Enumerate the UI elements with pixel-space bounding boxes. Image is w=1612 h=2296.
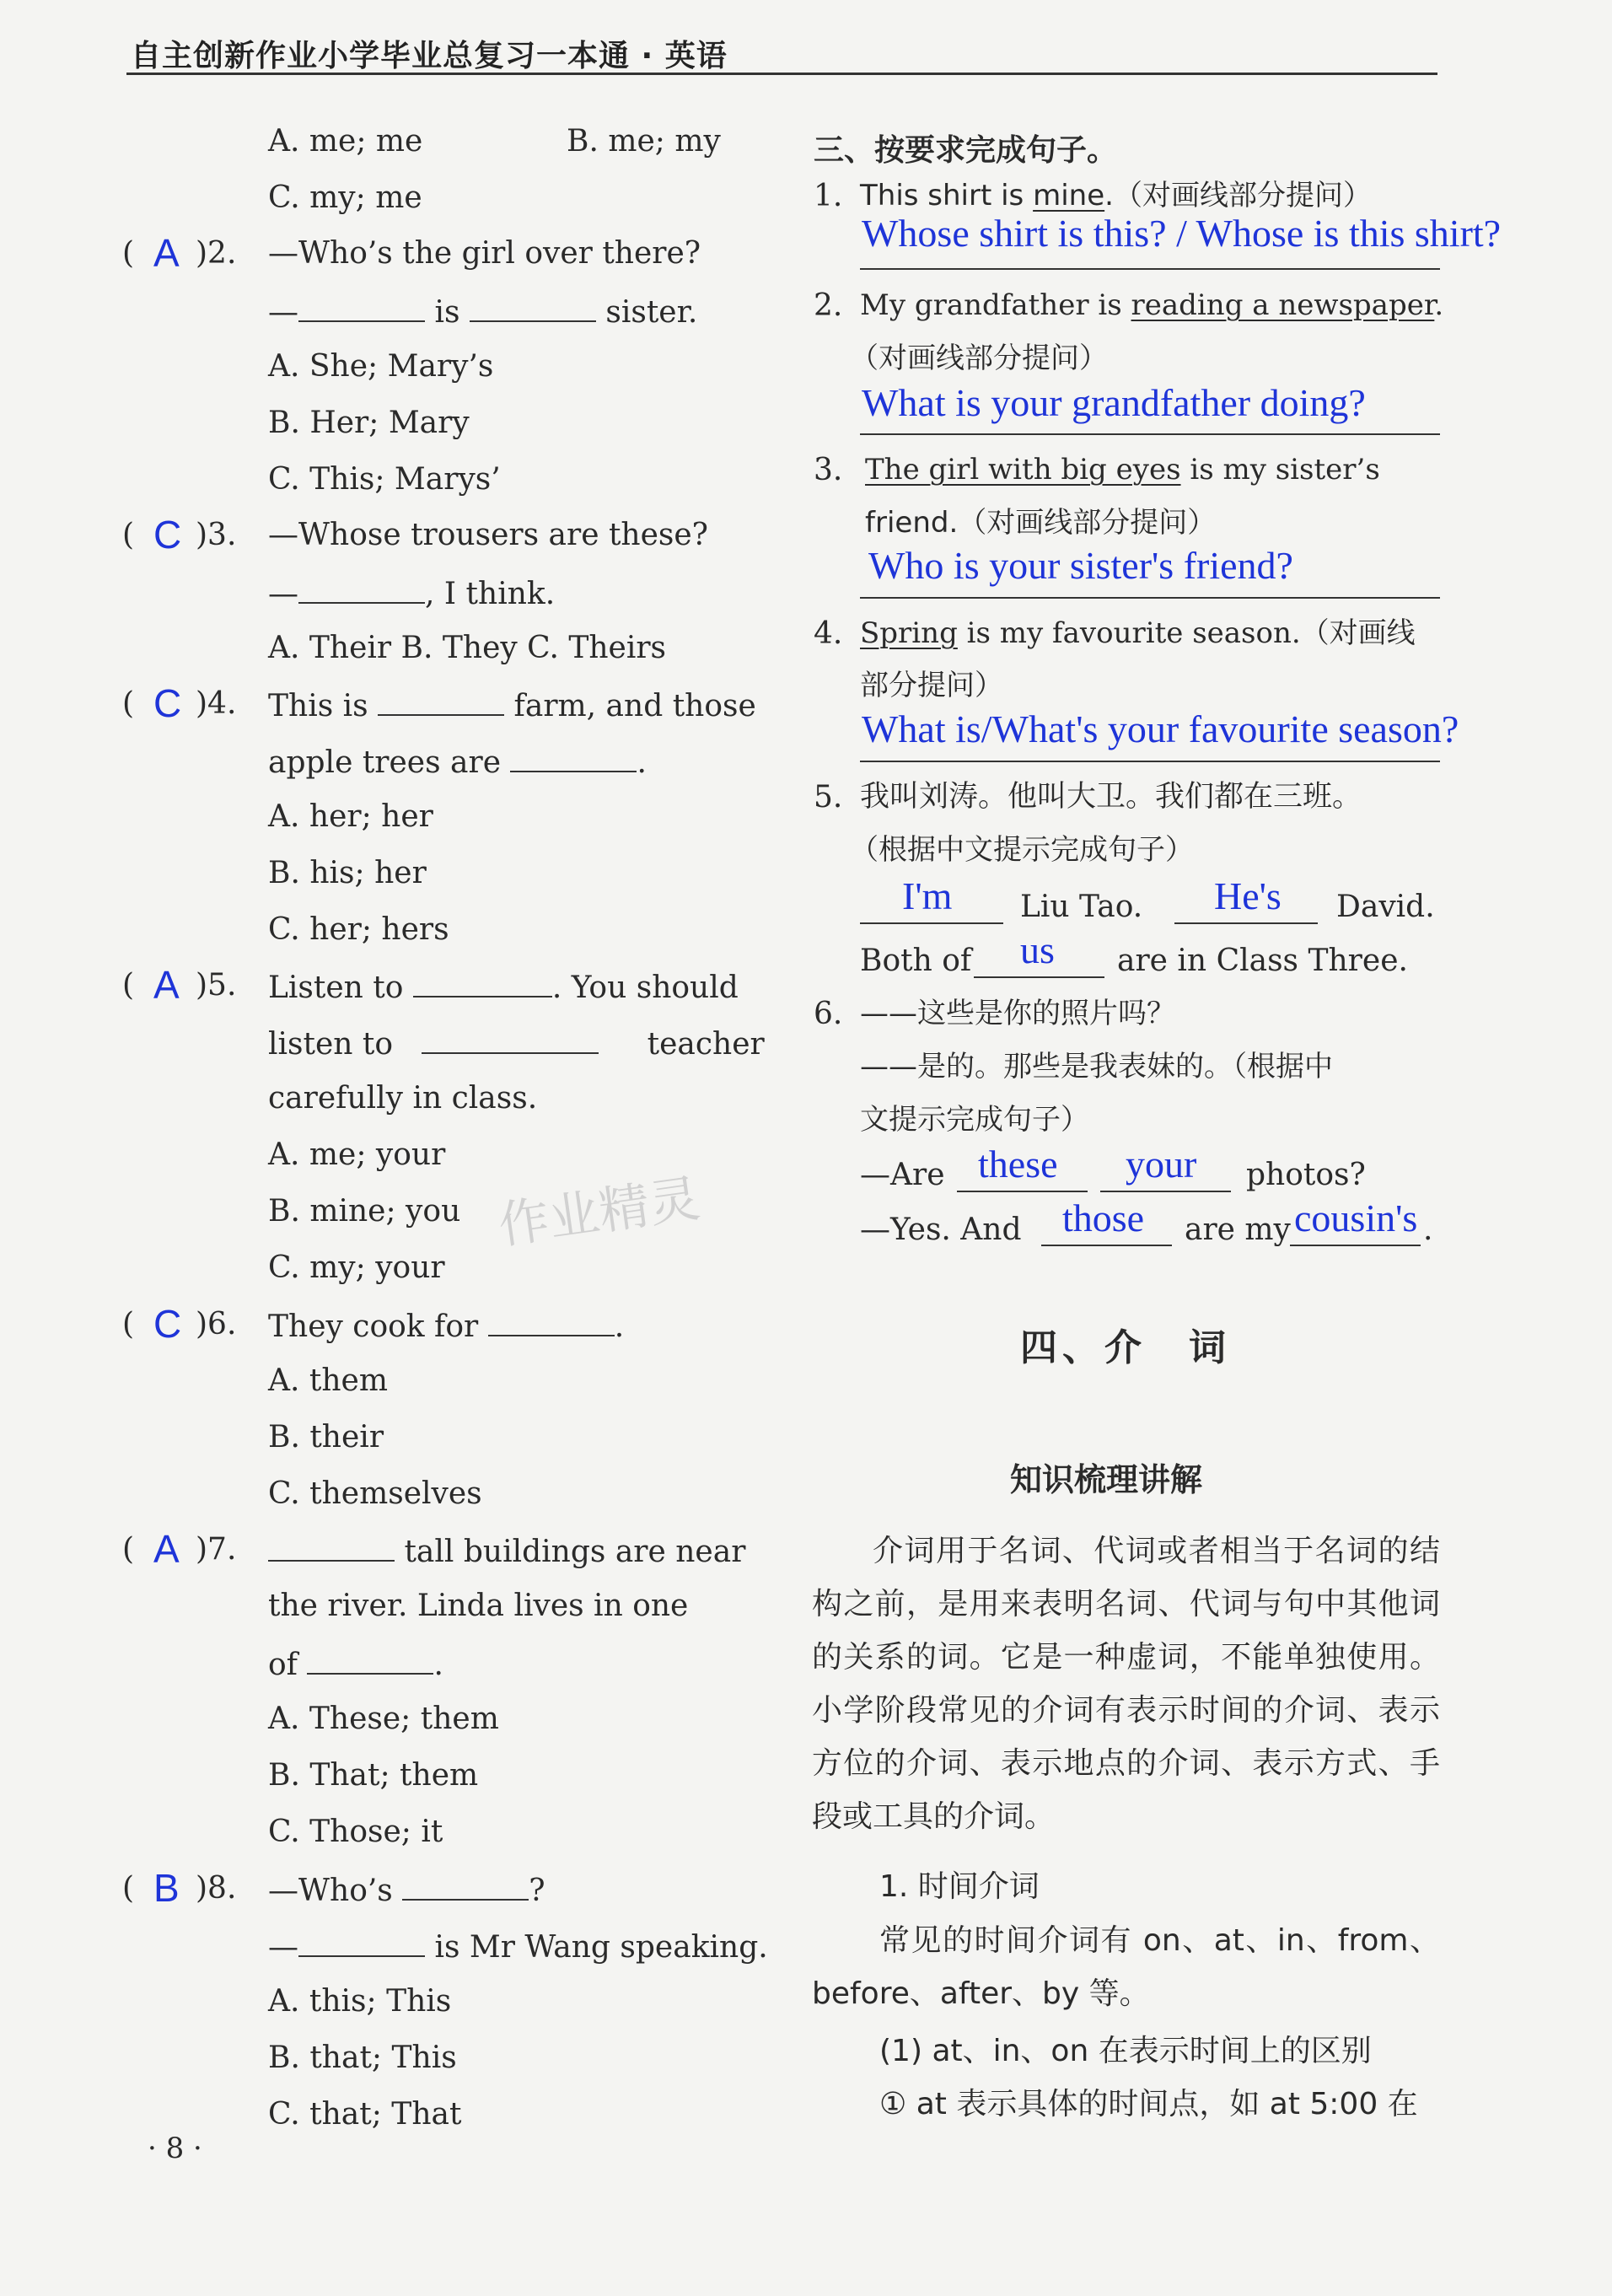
blank[interactable] — [307, 1648, 433, 1675]
s6-line1: ——这些是你的照片吗？ — [860, 997, 1175, 1030]
subsection-title: 知识梳理讲解 — [1010, 1461, 1203, 1498]
q4-option-c: C. her; hers — [268, 912, 449, 947]
s6-text: —Yes. And — [860, 1213, 1022, 1247]
q4-line2: apple trees are . — [268, 745, 647, 780]
s4-answer: What is/What's your favourite season? — [862, 707, 1459, 750]
s5-text: are in Class Three. — [1117, 944, 1408, 978]
s5-chinese-line: 我叫刘涛。他叫大卫。我们都在三班。 — [860, 780, 1362, 814]
q5-line2: listen to teacher — [268, 1027, 765, 1062]
s6-answer-3: those — [1062, 1196, 1145, 1239]
s5-answer-1: I'm — [902, 874, 953, 917]
q7-option-a: A. These; them — [268, 1702, 499, 1736]
answer-line — [974, 976, 1104, 978]
s3-instruction: friend.（对画线部分提问） — [865, 506, 1217, 540]
s5-answer-2: He's — [1214, 874, 1282, 917]
s1-number: 1. — [814, 179, 843, 213]
answer-paren-open: ( — [122, 1532, 135, 1567]
q5-line3: carefully in class. — [268, 1081, 538, 1116]
q8-line2: — is Mr Wang speaking. — [268, 1930, 768, 1965]
blank[interactable] — [298, 295, 425, 322]
s1-answer: Whose shirt is this? / Whose is this shirt? — [862, 212, 1502, 255]
list-item: ① at 表示具体的时间点，如 at 5:00 在 — [879, 2087, 1418, 2121]
q1-option-c: C. my; me — [268, 180, 422, 215]
q2-option-b: B. Her; Mary — [268, 406, 470, 440]
answer-paren-open: ( — [122, 518, 135, 552]
q2-option-c: C. This; Marys’ — [268, 462, 501, 497]
page-number: · 8 · — [148, 2132, 202, 2165]
q4-number: )4. — [196, 686, 237, 721]
answer-line — [1041, 1245, 1172, 1246]
answer-line — [860, 268, 1440, 270]
s5-instruction: （根据中文提示完成句子） — [850, 833, 1194, 867]
s2-number: 2. — [814, 288, 843, 323]
q6-option-a: A. them — [268, 1363, 388, 1398]
s1-prompt: This shirt is mine.（对画线部分提问） — [860, 179, 1372, 212]
q3-answer: C — [153, 513, 182, 557]
q3-dialog-line: — , I think. — [268, 577, 556, 611]
q8-option-a: A. this; This — [268, 1984, 452, 2019]
answer-paren-open: ( — [122, 236, 135, 271]
answer-line — [1100, 1191, 1231, 1192]
s6-line3: 文提示完成句子） — [860, 1103, 1089, 1137]
q5-answer: A — [153, 963, 180, 1007]
q6-answer: C — [153, 1302, 182, 1346]
s5-number: 5. — [814, 780, 843, 815]
q2-answer: A — [153, 231, 180, 275]
s6-text: are my — [1185, 1213, 1291, 1247]
blank[interactable] — [402, 1874, 529, 1901]
answer-line — [860, 761, 1440, 762]
answer-line — [1290, 1245, 1421, 1246]
answer-paren-open: ( — [122, 1307, 135, 1342]
q6-line1: They cook for . — [268, 1309, 625, 1344]
s6-text: . — [1423, 1213, 1433, 1247]
q6-option-c: C. themselves — [268, 1476, 482, 1511]
q8-number: )8. — [196, 1871, 237, 1906]
s5-text: Liu Tao. — [1020, 890, 1143, 924]
q1-option-b: B. me; my — [567, 124, 721, 159]
q5-option-c: C. my; your — [268, 1250, 445, 1285]
q6-number: )6. — [196, 1307, 237, 1342]
header-title: 自主创新作业小学毕业总复习一本通 · 英语 — [131, 39, 728, 73]
blank[interactable] — [510, 745, 637, 772]
q4-line1: This is farm, and those — [268, 689, 756, 723]
s6-line2: ——是的。那些是我表妹的。（根据中 — [860, 1050, 1333, 1083]
s5-text: David. — [1336, 890, 1435, 924]
answer-line — [1174, 922, 1318, 924]
watermark: 作业精灵 — [494, 1169, 704, 1256]
q7-line3: of . — [268, 1648, 443, 1682]
s6-answer-2: your — [1126, 1143, 1197, 1186]
q2-number: )2. — [196, 236, 237, 271]
blank[interactable] — [470, 295, 596, 322]
section-4-title: 四、介 词 — [1020, 1326, 1231, 1369]
q4-answer: C — [153, 681, 182, 725]
page-header — [126, 30, 1437, 75]
q7-number: )7. — [196, 1532, 237, 1567]
blank[interactable] — [298, 577, 425, 604]
s2-answer: What is your grandfather doing? — [862, 381, 1366, 424]
q8-answer: B — [153, 1866, 180, 1910]
s6-answer-1: these — [978, 1143, 1058, 1186]
q5-option-b: B. mine; you — [268, 1194, 461, 1229]
q2-option-a: A. She; Mary’s — [268, 349, 494, 384]
s5-text: Both of — [860, 944, 972, 978]
section-3-title: 三、按要求完成句子。 — [814, 133, 1118, 168]
list-item: (1) at、in、on 在表示时间上的区别 — [879, 2034, 1372, 2068]
q4-option-b: B. his; her — [268, 856, 427, 890]
answer-line — [860, 922, 1003, 924]
blank[interactable] — [422, 1027, 599, 1054]
q7-option-c: C. Those; it — [268, 1815, 443, 1849]
q7-option-b: B. That; them — [268, 1758, 479, 1793]
s3-answer: Who is your sister's friend? — [868, 544, 1293, 587]
answer-paren-open: ( — [122, 1871, 135, 1906]
blank[interactable] — [413, 971, 552, 997]
intro-paragraph: 介词用于名词、代词或者相当于名词的结构之前，是用来表明名词、代词与句中其他词的关系的词。它是一种虚词，不能单独使用。小学阶段常见的介词有表示时间的介词、表示方位的介词、表示地点的介词、表示方式、手段或工具的介词。 — [812, 1534, 1440, 1834]
answer-paren-open: ( — [122, 686, 135, 721]
q3-number: )3. — [196, 518, 237, 552]
q7-line2: the river. Linda lives in one — [268, 1589, 689, 1623]
answer-paren-open: ( — [122, 968, 135, 1003]
s3-number: 3. — [814, 453, 843, 487]
q8-line1: —Who’s ? — [268, 1874, 545, 1908]
s4-instruction: 部分提问） — [860, 669, 1003, 702]
q7-answer: A — [153, 1527, 180, 1571]
q5-number: )5. — [196, 968, 237, 1003]
time-prep-paragraph: 常见的时间介词有 on、at、in、from、before、after、by 等。 — [812, 1923, 1440, 2011]
blank[interactable] — [298, 1930, 425, 1957]
q7-line1: tall buildings are near — [268, 1535, 745, 1567]
blank[interactable] — [378, 689, 504, 716]
answer-line — [957, 1191, 1088, 1192]
q3-options: A. Their B. They C. Theirs — [268, 631, 667, 665]
answer-line — [860, 597, 1440, 599]
s2-instruction: （对画线部分提问） — [850, 341, 1108, 375]
q8-option-b: B. that; This — [268, 2041, 457, 2075]
q1-option-a: A. me; me — [268, 124, 423, 159]
answer-line — [860, 433, 1440, 435]
q6-option-b: B. their — [268, 1420, 384, 1454]
blank[interactable] — [268, 1535, 395, 1562]
list-item: 1. 时间介词 — [879, 1869, 1040, 1904]
q5-option-a: A. me; your — [268, 1137, 446, 1172]
s5-answer-3: us — [1020, 928, 1055, 971]
s4-prompt: Spring is my favourite season.（对画线 — [860, 616, 1416, 650]
s4-number: 4. — [814, 616, 843, 651]
s6-text: —Are — [860, 1158, 945, 1192]
s2-prompt: My grandfather is reading a newspaper. — [860, 288, 1444, 322]
s6-text: photos? — [1246, 1158, 1366, 1192]
q2-prompt: —Who’s the girl over there? — [268, 236, 701, 271]
q3-prompt: —Whose trousers are these? — [268, 518, 708, 552]
q4-option-a: A. her; her — [268, 799, 433, 834]
q2-dialog-line: — is sister. — [268, 295, 698, 330]
s6-answer-4: cousin's — [1294, 1196, 1418, 1239]
blank[interactable] — [488, 1309, 615, 1336]
s6-number: 6. — [814, 997, 843, 1031]
q8-option-c: C. that; That — [268, 2097, 462, 2132]
q5-line1: Listen to . You should — [268, 971, 739, 1005]
s3-prompt: The girl with big eyes is my sister’s — [865, 453, 1380, 487]
